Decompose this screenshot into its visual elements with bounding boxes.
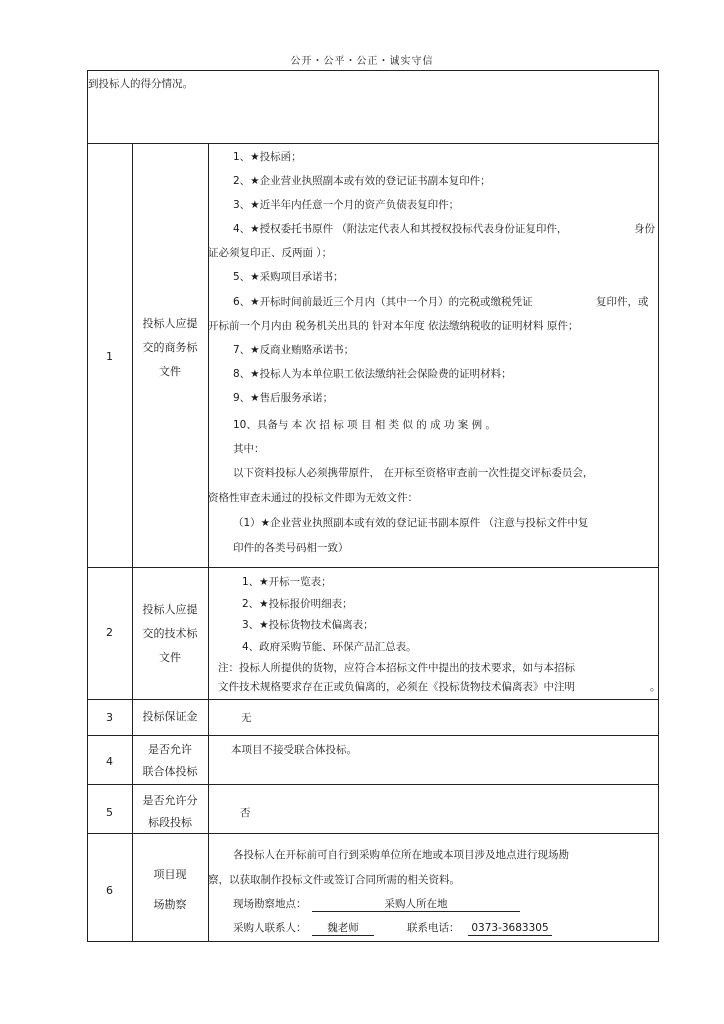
- list-item: 文件技术规格要求存在正或负偏离的，必须在《投标货物技术偏离表》中注明: [218, 681, 575, 693]
- cell-value: 本项目不接受联合体投标。: [231, 744, 357, 756]
- row-number: 6: [106, 884, 113, 897]
- contact-value: 魏老师: [312, 921, 374, 936]
- list-item: 其中：: [233, 443, 265, 455]
- list-item: 资格性审查未通过的投标文件即为无效文件：: [208, 492, 418, 504]
- list-item: 1、★投标函；: [233, 151, 302, 163]
- phone-label: 联系电话：: [407, 922, 460, 934]
- row-label: 场勘察: [153, 898, 187, 911]
- row-label: 交的商务标: [142, 341, 198, 354]
- list-item: 4、★授权委托书原件 （附法定代表人和其授权投标代表身份证复印件，: [233, 223, 568, 235]
- intro-text: 到投标人的得分情况。: [88, 78, 193, 90]
- table-border-right: [658, 70, 659, 942]
- cell-text: 各投标人在开标前可自行到采购单位所在地或本项目涉及地点进行现场勘: [233, 849, 569, 861]
- list-item: 7、★反商业贿赂承诺书；: [233, 344, 355, 356]
- row-label: 联合体投标: [142, 765, 198, 778]
- list-item: 注：投标人所提供的货物，应符合本招标文件中提出的技术要求，如与本招标: [218, 662, 575, 674]
- row-number: 3: [106, 711, 113, 724]
- list-item: 印件的各类号码相一致）: [233, 542, 349, 554]
- row-label: 交的技术标: [142, 627, 198, 640]
- list-item: 以下资料投标人必须携带原件， 在开标至资格审查前一次性提交评标委员会，: [233, 467, 594, 479]
- row-border: [87, 735, 659, 736]
- list-item: 2、★投标报价明细表；: [242, 598, 353, 610]
- list-item: （1）★企业营业执照副本或有效的登记证书副本原件 （注意与投标文件中复: [233, 517, 589, 529]
- row-label: 是否允许: [148, 743, 192, 756]
- cell-value: 否: [240, 807, 251, 819]
- list-item: 。: [650, 681, 661, 693]
- header-rule: [87, 70, 658, 71]
- row-border: [87, 784, 659, 785]
- list-item: 6、★开标时间前最近三个月内（其中一个月）的完税或缴税凭证: [233, 296, 533, 308]
- site-label: 现场勘察地点：: [233, 898, 307, 910]
- list-item: 3、★投标货物技术偏离表；: [242, 619, 374, 631]
- row-label: 投标人应提: [142, 317, 198, 330]
- cell-value: 无: [241, 712, 252, 724]
- cell-text: 察，以获取制作投标文件或签订合同所需的相关资料。: [208, 874, 460, 886]
- row-label: 是否允许分: [142, 794, 198, 807]
- row-label: 文件: [159, 651, 181, 664]
- row-number: 4: [106, 755, 113, 768]
- row-border: [87, 143, 659, 144]
- row-number: 1: [106, 350, 113, 363]
- list-item: 2、★企业营业执照副本或有效的登记证书副本复印件；: [233, 175, 491, 187]
- list-item: 9、★售后服务承诺；: [233, 392, 334, 404]
- site-value: 采购人所在地: [312, 897, 520, 912]
- list-item: 5、★采购项目承诺书；: [233, 271, 344, 283]
- row-label: 标段投标: [148, 816, 192, 829]
- row-number: 5: [106, 806, 113, 819]
- list-item: 8、★投标人为本单位职工依法缴纳社会保险费的证明材料；: [233, 368, 512, 380]
- page-header: 公开・公平・公正・诚实守信: [290, 56, 434, 67]
- row-label: 项目现: [153, 868, 187, 881]
- contact-label: 采购人联系人：: [233, 922, 307, 934]
- list-item: 复印件，或: [596, 296, 649, 308]
- list-item: 开标前一个月内由 税务机关出具的 针对本年度 依法缴纳税收的证明材料 原件；: [208, 320, 579, 332]
- col-divider-label: [208, 143, 209, 942]
- list-item: 身份: [634, 223, 655, 235]
- row-label: 投标保证金: [142, 710, 198, 723]
- row-label: 投标人应提: [142, 603, 198, 616]
- row-number: 2: [106, 626, 113, 639]
- list-item: 4、政府采购节能、环保产品汇总表。: [242, 641, 417, 653]
- list-item: 1、★开标一览表；: [242, 576, 332, 588]
- row-label: 文件: [159, 365, 181, 378]
- row-border: [87, 699, 659, 700]
- list-item: 3、★近半年内任意一个月的资产负债表复印件；: [233, 199, 460, 211]
- list-item: 证必须复印正、反两面 ）；: [208, 247, 333, 259]
- row-border: [87, 567, 659, 568]
- table-border-bottom: [87, 941, 659, 942]
- phone-value: 0373-3683305: [468, 921, 552, 936]
- list-item: 10、具备与 本 次 招 标 项 目 相 类 似 的 成 功 案 例 。: [233, 419, 496, 431]
